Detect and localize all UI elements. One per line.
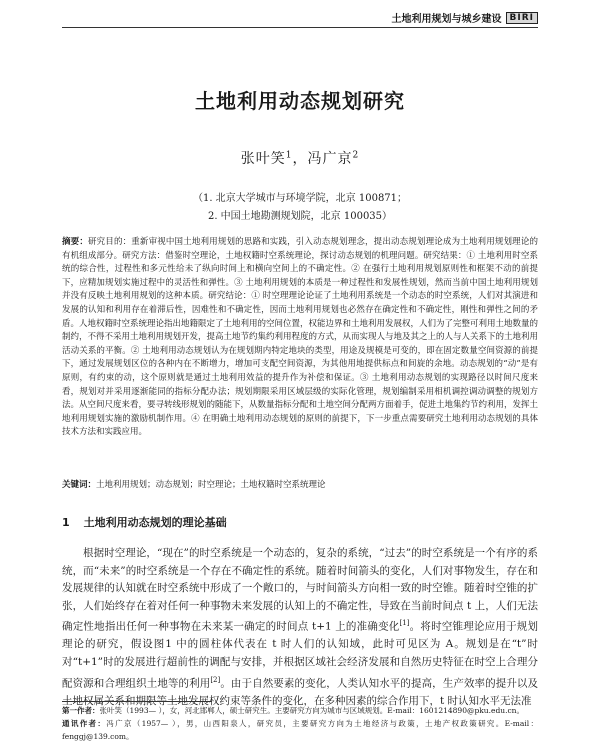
author-affiliation-mark: 2 — [352, 150, 360, 161]
abstract-text: 研究目的：重新审视中国土地利用规划的思路和实践，引入动态规划理念，提出动态规划理论成为土地利用规划理论的有机组成部分。研究方法：借鉴时空理论，土地权籍时空系统理论，探讨动态规划的机理问题。研究结果：① 土地利用时空系统的综合性，过程性和多元性给未了纵向时间上和横向空间上的不确定性。② 在强行土地利用规划原则性和框架不动的前提下，应精加规划实施过程中的灵活性和弹性。③ 土地利用规划的本质是一种过程性和发展性规划，然而当前中国土地利用规划并没有反映土地利用规划的这种本质。研究结论：① 时空理理论论证了土地利用系统是一个动态的时空系统，人们对其演进和发展的认知和利用存在着滞后性，因难性和不确定性，因而土地利用规划也必然存在确定性和不确定性，刚性和弹性之间的矛盾。人地权籍时空系统理论指出地籍限定了土地利用的空间位置，权能边界和土地利用发展权，人们为了完整可利用土地数量的制约，不得不采用土地利用规划开发，提高土地节约集约利用程度的方式，从而实现人与地及其之上的人与人关系下的土地利用活动关系的平衡。② 土地利用动态规划认为在规划期内特定地块的类型，用途及规模是可变的，即在固定数量空间资源的前提下，通过发展规划区位的各种内在不断增力，增加可支配空间资源，为其他用地提供标点和间旋的余地。动态规划的“动”是有原则，有约束的动，这个原则就是通过土地利用效益的提升作为补偿和保证。③ 土地利用动态规划的实现路径以时间尺度来看，规划对并采用逐渐能同的指标分配办法；规划期限采用区域层级的实际化管理，规划编制采用相机调控调动调整的规划方法。从空间尺度来看，要寻转线形规划的随能下，从数量指标分配和土地空间分配两方面着手，促进土地集约节约利用，发挥土地利用规划实施的激励机制作用。④ 在明确土地利用动态规划的原则的前提下，下一步重点需要研究土地利用动态规划的具体技术方法和实践应用。 — [62, 237, 539, 438]
footnote-label: 通讯作者： — [62, 719, 107, 728]
section-title: 土地利用动态规划的理论基础 — [83, 516, 227, 529]
running-header — [392, 10, 539, 25]
header-rule — [62, 27, 538, 28]
abstract-label: 摘要： — [62, 237, 88, 247]
author-affiliation-mark: 1 — [285, 150, 293, 161]
section-number: 1 — [62, 516, 70, 529]
body-text: 。将时空锥理论应用于规划理论的研究，假设图1 中的圆柱体代表在 t 时人们的认知域，此时可见区为 A。规划是在“t”时对“t+1”时的发展进行超前性的调配与安排，并根据区域社会经济发展和自然历史特征在时空上合理分配资源和合理组织土地等的利用 — [62, 620, 539, 690]
author-name: 张叶笑 — [240, 151, 286, 167]
footnote-corresponding-author — [62, 717, 538, 743]
footnotes — [62, 704, 538, 743]
keywords-label: 关键词： — [62, 480, 97, 490]
affiliation-line: （1. 北京大学城市与环境学院，北京 100871； — [192, 193, 408, 204]
footnote-text: 冯广京（1957— ），男，山西阳泉人，研究员，主要研究方向为土地经济与政策，土地产权政策研究。E-mail：fenggj@139.com。 — [62, 719, 539, 741]
keywords-text: 土地利用规划；动态规划；时空理论；土地权籍时空系统理论 — [96, 480, 326, 490]
body-text: 。由于自然要素的变化，人类认知水平的提高，生产效率的提升以及土地权属关系和期限等土地发展权约束等条件的变化，在多种因素的综合作用下，t 时认知水平无法准 — [62, 677, 539, 707]
citation-ref: [1] — [399, 619, 410, 628]
section-heading — [62, 514, 227, 530]
citation-ref: [2] — [210, 675, 221, 684]
paper-title: 土地利用动态规划研究 — [195, 89, 405, 113]
keywords — [62, 479, 538, 493]
affiliation-line: 2. 中国土地勘测规划院，北京 100035） — [207, 211, 393, 222]
affiliations — [0, 190, 600, 226]
footnote-text: 张叶笑（1993— ），女，河北邯郸人，硕士研究生。主要研究方向为城市与区域规划。E-mail：1601214890@pku.edu.cn。 — [99, 706, 525, 715]
running-header-title: 土地利用规划与城乡建设 — [391, 14, 502, 25]
author-name: 冯广京 — [307, 151, 353, 167]
footnote-first-author — [62, 704, 538, 717]
author-line: 张叶笑$^1$，冯广京$^2$ — [240, 150, 360, 167]
footnote-rule — [62, 701, 212, 702]
body-paragraph — [62, 545, 538, 710]
footnote-label: 第一作者： — [62, 706, 100, 715]
abstract — [62, 236, 538, 440]
body-text: 根据时空理论，“现在”的时空系统是一个动态的，复杂的系统，“过去”的时空系统是一个有序的系统，而“未来”的时空系统是一个存在不确定性的系统。随着时间箭头的变化，人们对事物发生，存在和发展规律的认知就在时空系统中形成了一个敞口的，与时间箭头方向相一致的时空锥。随着时空锥的扩张，人们始终存在着对任何一种事物未来发展的认知上的不确定性，导致在当前时间点 t 上，人们无法确定性地指出任何一种事物在未来某一确定的时间点 t+1 上的准确变化 — [62, 547, 538, 633]
journal-badge: BIRI — [506, 12, 539, 24]
